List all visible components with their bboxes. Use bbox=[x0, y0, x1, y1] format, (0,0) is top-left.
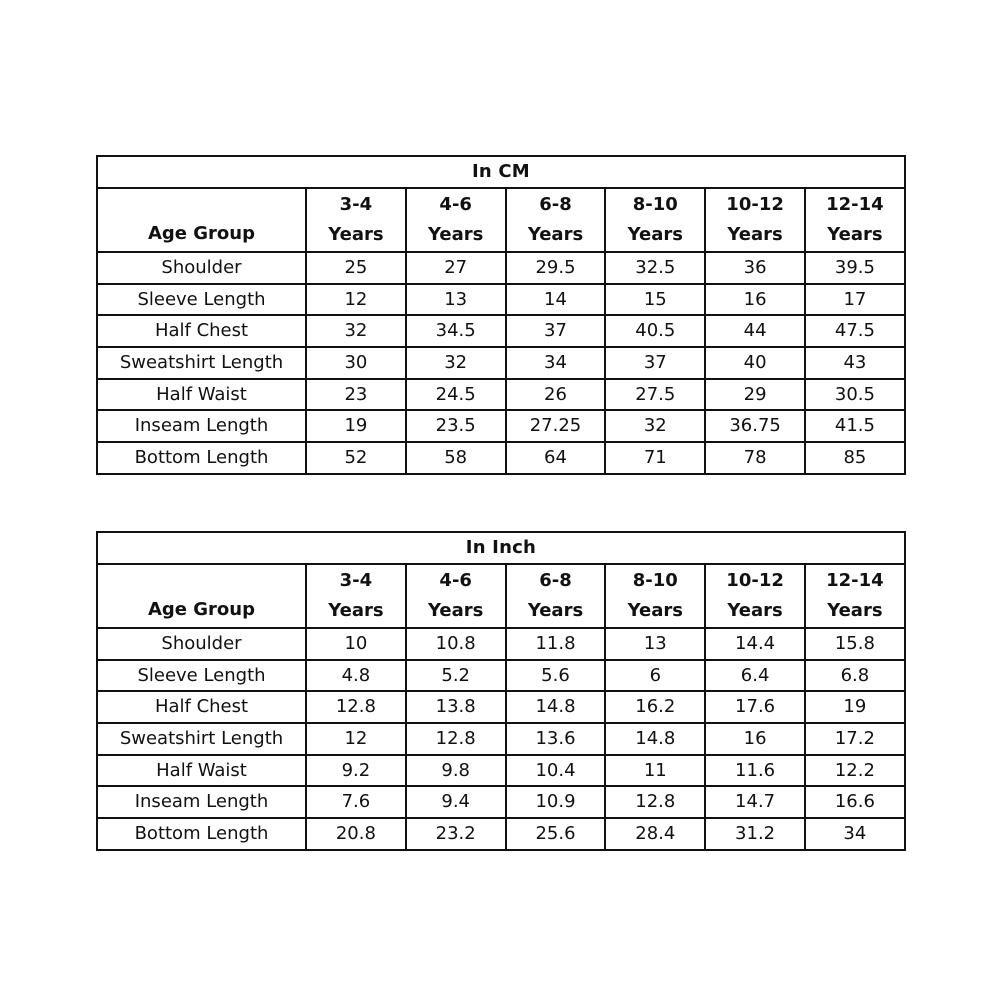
table-title: In CM bbox=[97, 156, 905, 188]
measurement-value: 13.8 bbox=[406, 691, 506, 723]
measurement-value: 6 bbox=[605, 660, 705, 692]
table-row bbox=[97, 315, 905, 347]
measurement-label: Half Waist bbox=[97, 755, 306, 787]
table-row bbox=[97, 628, 905, 660]
measurement-label: Sweatshirt Length bbox=[97, 347, 306, 379]
measurement-value: 31.2 bbox=[705, 818, 805, 850]
age-column-header bbox=[705, 564, 805, 628]
age-range: 10-12 bbox=[726, 570, 784, 591]
measurement-value: 9.2 bbox=[306, 755, 406, 787]
measurement-value: 20.8 bbox=[306, 818, 406, 850]
age-column-header bbox=[805, 564, 905, 628]
measurement-value: 78 bbox=[705, 442, 805, 474]
measurement-label: Half Chest bbox=[97, 315, 306, 347]
measurement-label: Half Waist bbox=[97, 379, 306, 411]
measurement-value: 12.2 bbox=[805, 755, 905, 787]
measurement-value: 7.6 bbox=[306, 786, 406, 818]
table-row bbox=[97, 786, 905, 818]
measurement-value: 13 bbox=[406, 284, 506, 316]
measurement-value: 12 bbox=[306, 284, 406, 316]
age-range: 8-10 bbox=[632, 194, 678, 215]
measurement-value: 14.8 bbox=[506, 691, 606, 723]
table-header-row bbox=[97, 564, 905, 628]
measurement-label: Shoulder bbox=[97, 628, 306, 660]
measurement-value: 37 bbox=[605, 347, 705, 379]
measurement-value: 25.6 bbox=[506, 818, 606, 850]
measurement-value: 32.5 bbox=[605, 252, 705, 284]
table-title-row bbox=[97, 156, 905, 188]
age-group-header: Age Group bbox=[97, 564, 306, 628]
measurement-value: 34 bbox=[506, 347, 606, 379]
measurement-value: 30 bbox=[306, 347, 406, 379]
age-column-header bbox=[506, 564, 606, 628]
measurement-value: 5.2 bbox=[406, 660, 506, 692]
measurement-label: Sleeve Length bbox=[97, 660, 306, 692]
measurement-value: 85 bbox=[805, 442, 905, 474]
table-row bbox=[97, 755, 905, 787]
size-table-cm bbox=[96, 155, 906, 475]
age-range: 4-6 bbox=[439, 570, 472, 591]
measurement-value: 12.8 bbox=[605, 786, 705, 818]
measurement-value: 16.2 bbox=[605, 691, 705, 723]
table-row bbox=[97, 442, 905, 474]
measurement-value: 10 bbox=[306, 628, 406, 660]
measurement-value: 9.8 bbox=[406, 755, 506, 787]
measurement-value: 71 bbox=[605, 442, 705, 474]
age-column-header bbox=[306, 564, 406, 628]
measurement-value: 6.8 bbox=[805, 660, 905, 692]
age-column-header bbox=[306, 188, 406, 252]
table-row bbox=[97, 284, 905, 316]
measurement-value: 25 bbox=[306, 252, 406, 284]
measurement-value: 16.6 bbox=[805, 786, 905, 818]
measurement-label: Inseam Length bbox=[97, 410, 306, 442]
table-row bbox=[97, 723, 905, 755]
measurement-value: 36.75 bbox=[705, 410, 805, 442]
age-column-header bbox=[605, 188, 705, 252]
measurement-value: 13.6 bbox=[506, 723, 606, 755]
age-column-header bbox=[605, 564, 705, 628]
measurement-value: 32 bbox=[306, 315, 406, 347]
table-title-row bbox=[97, 532, 905, 564]
measurement-value: 9.4 bbox=[406, 786, 506, 818]
measurement-value: 29 bbox=[705, 379, 805, 411]
age-unit: Years bbox=[727, 600, 783, 621]
age-unit: Years bbox=[627, 224, 683, 245]
measurement-value: 34.5 bbox=[406, 315, 506, 347]
measurement-value: 12.8 bbox=[406, 723, 506, 755]
measurement-value: 64 bbox=[506, 442, 606, 474]
table-row bbox=[97, 347, 905, 379]
measurement-value: 30.5 bbox=[805, 379, 905, 411]
measurement-value: 23 bbox=[306, 379, 406, 411]
measurement-value: 52 bbox=[306, 442, 406, 474]
age-column-header bbox=[805, 188, 905, 252]
measurement-label: Shoulder bbox=[97, 252, 306, 284]
age-unit: Years bbox=[627, 600, 683, 621]
measurement-value: 39.5 bbox=[805, 252, 905, 284]
table-row bbox=[97, 660, 905, 692]
age-unit: Years bbox=[527, 224, 584, 245]
size-table-inch bbox=[96, 531, 906, 851]
measurement-label: Inseam Length bbox=[97, 786, 306, 818]
age-column-header bbox=[506, 188, 606, 252]
measurement-value: 17.2 bbox=[805, 723, 905, 755]
table-header-row bbox=[97, 188, 905, 252]
age-range: 10-12 bbox=[726, 194, 784, 215]
measurement-value: 19 bbox=[805, 691, 905, 723]
measurement-value: 10.4 bbox=[506, 755, 606, 787]
age-range: 8-10 bbox=[632, 570, 678, 591]
measurement-label: Bottom Length bbox=[97, 818, 306, 850]
age-unit: Years bbox=[428, 600, 484, 621]
age-range: 12-14 bbox=[826, 194, 884, 215]
measurement-value: 58 bbox=[406, 442, 506, 474]
measurement-value: 17 bbox=[805, 284, 905, 316]
measurement-value: 28.4 bbox=[605, 818, 705, 850]
measurement-value: 10.9 bbox=[506, 786, 606, 818]
measurement-value: 12 bbox=[306, 723, 406, 755]
measurement-value: 12.8 bbox=[306, 691, 406, 723]
age-unit: Years bbox=[428, 224, 484, 245]
measurement-value: 32 bbox=[406, 347, 506, 379]
age-range: 6-8 bbox=[539, 570, 572, 591]
age-unit: Years bbox=[727, 224, 783, 245]
measurement-label: Sleeve Length bbox=[97, 284, 306, 316]
measurement-value: 13 bbox=[605, 628, 705, 660]
measurement-value: 26 bbox=[506, 379, 606, 411]
table-row bbox=[97, 818, 905, 850]
age-range: 6-8 bbox=[539, 194, 572, 215]
measurement-value: 29.5 bbox=[506, 252, 606, 284]
measurement-value: 23.5 bbox=[406, 410, 506, 442]
measurement-value: 40 bbox=[705, 347, 805, 379]
table-row bbox=[97, 252, 905, 284]
measurement-value: 14 bbox=[506, 284, 606, 316]
measurement-label: Bottom Length bbox=[97, 442, 306, 474]
measurement-value: 32 bbox=[605, 410, 705, 442]
measurement-value: 27.5 bbox=[605, 379, 705, 411]
measurement-value: 16 bbox=[705, 284, 805, 316]
table-row bbox=[97, 379, 905, 411]
measurement-value: 27.25 bbox=[506, 410, 606, 442]
measurement-value: 17.6 bbox=[705, 691, 805, 723]
measurement-value: 14.7 bbox=[705, 786, 805, 818]
measurement-value: 10.8 bbox=[406, 628, 506, 660]
measurement-value: 14.8 bbox=[605, 723, 705, 755]
measurement-value: 34 bbox=[805, 818, 905, 850]
measurement-value: 4.8 bbox=[306, 660, 406, 692]
age-column-header bbox=[705, 188, 805, 252]
measurement-value: 41.5 bbox=[805, 410, 905, 442]
measurement-value: 27 bbox=[406, 252, 506, 284]
measurement-value: 37 bbox=[506, 315, 606, 347]
measurement-value: 11 bbox=[605, 755, 705, 787]
age-column-header bbox=[406, 188, 506, 252]
measurement-value: 11.8 bbox=[506, 628, 606, 660]
age-range: 3-4 bbox=[339, 570, 373, 591]
age-unit: Years bbox=[527, 600, 584, 621]
measurement-value: 6.4 bbox=[705, 660, 805, 692]
measurement-value: 43 bbox=[805, 347, 905, 379]
age-column-header bbox=[406, 564, 506, 628]
measurement-value: 47.5 bbox=[805, 315, 905, 347]
age-unit: Years bbox=[827, 600, 883, 621]
measurement-value: 15.8 bbox=[805, 628, 905, 660]
age-unit: Years bbox=[328, 224, 384, 245]
measurement-value: 16 bbox=[705, 723, 805, 755]
measurement-value: 36 bbox=[705, 252, 805, 284]
measurement-value: 5.6 bbox=[506, 660, 606, 692]
measurement-label: Sweatshirt Length bbox=[97, 723, 306, 755]
table-title: In Inch bbox=[97, 532, 905, 564]
age-range: 4-6 bbox=[439, 194, 472, 215]
measurement-value: 11.6 bbox=[705, 755, 805, 787]
measurement-value: 44 bbox=[705, 315, 805, 347]
table-row bbox=[97, 691, 905, 723]
age-unit: Years bbox=[328, 600, 384, 621]
measurement-label: Half Chest bbox=[97, 691, 306, 723]
measurement-value: 23.2 bbox=[406, 818, 506, 850]
age-range: 12-14 bbox=[826, 570, 884, 591]
measurement-value: 24.5 bbox=[406, 379, 506, 411]
measurement-value: 40.5 bbox=[605, 315, 705, 347]
age-unit: Years bbox=[827, 224, 883, 245]
age-range: 3-4 bbox=[339, 194, 373, 215]
age-group-header: Age Group bbox=[97, 188, 306, 252]
measurement-value: 14.4 bbox=[705, 628, 805, 660]
measurement-value: 15 bbox=[605, 284, 705, 316]
measurement-value: 19 bbox=[306, 410, 406, 442]
table-row bbox=[97, 410, 905, 442]
